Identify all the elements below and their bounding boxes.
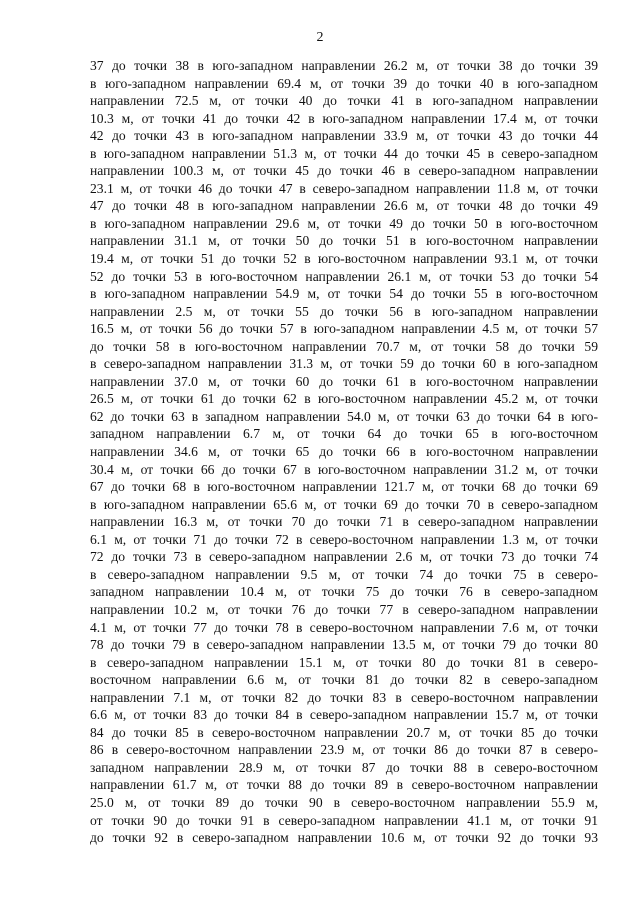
text-line: 52 до точки 53 в юго-восточном направлении 26.1 м, от точки 53 до точки 54 (90, 268, 598, 284)
text-line: 4.1 м, от точки 77 до точки 78 в северо-восточном направлении 7.6 м, от точки (90, 619, 598, 635)
text-line: западном направлении 28.9 м, от точки 87 до точки 88 в северо-восточном (90, 759, 598, 775)
text-line: 19.4 м, от точки 51 до точки 52 в юго-восточном направлении 93.1 м, от точки (90, 251, 598, 267)
text-line: 10.3 м, от точки 41 до точки 42 в юго-западном направлении 17.4 м, от точки (90, 110, 598, 126)
text-line: направлении 37.0 м, от точки 60 до точки 61 в юго-восточном направлении (90, 373, 598, 389)
text-line: 30.4 м, от точки 66 до точки 67 в юго-восточном направлении 31.2 м, от точки (90, 461, 598, 477)
text-line: направлении 100.3 м, от точки 45 до точки 46 в северо-западном направлении (90, 163, 598, 179)
text-line: до точки 92 в северо-западном направлении 10.6 м, от точки 92 до точки 93 (90, 830, 598, 846)
text-line: 78 до точки 79 в северо-западном направлении 13.5 м, от точки 79 до точки 80 (90, 637, 598, 653)
text-line: направлении 31.1 м, от точки 50 до точки 51 в юго-восточном направлении (90, 233, 598, 249)
text-line: в северо-западном направлении 15.1 м, от точки 80 до точки 81 в северо- (90, 654, 598, 670)
text-line: восточном направлении 6.6 м, от точки 81 до точки 82 в северо-западном (90, 672, 598, 688)
text-line: 86 в северо-восточном направлении 23.9 м, от точки 86 до точки 87 в северо- (90, 742, 598, 758)
text-line: 42 до точки 43 в юго-западном направлении 33.9 м, от точки 43 до точки 44 (90, 128, 598, 144)
text-line: 23.1 м, от точки 46 до точки 47 в северо-западном направлении 11.8 м, от точки (90, 180, 598, 196)
text-line: 6.1 м, от точки 71 до точки 72 в северо-восточном направлении 1.3 м, от точки (90, 531, 598, 547)
text-line: в юго-западном направлении 65.6 м, от точки 69 до точки 70 в северо-западном (90, 496, 598, 512)
text-line: до точки 58 в юго-восточном направлении 70.7 м, от точки 58 до точки 59 (90, 338, 598, 354)
text-line: 84 до точки 85 в северо-восточном направлении 20.7 м, от точки 85 до точки (90, 724, 598, 740)
text-line: в юго-западном направлении 69.4 м, от точки 39 до точки 40 в юго-западном (90, 75, 598, 91)
text-line: направлении 72.5 м, от точки 40 до точки 41 в юго-западном направлении (90, 93, 598, 109)
text-line: 67 до точки 68 в юго-восточном направлении 121.7 м, от точки 68 до точки 69 (90, 479, 598, 495)
text-line: в юго-западном направлении 29.6 м, от точки 49 до точки 50 в юго-восточном (90, 215, 598, 231)
text-line: западном направлении 6.7 м, от точки 64 до точки 65 в юго-восточном (90, 426, 598, 442)
text-line: 37 до точки 38 в юго-западном направлении 26.2 м, от точки 38 до точки 39 (90, 58, 598, 73)
text-line: 6.6 м, от точки 83 до точки 84 в северо-западном направлении 15.7 м, от точки (90, 707, 598, 723)
text-line: направлении 7.1 м, от точки 82 до точки 83 в северо-восточном направлении (90, 689, 598, 705)
text-line: 72 до точки 73 в северо-западном направлении 2.6 м, от точки 73 до точки 74 (90, 549, 598, 565)
text-line: направлении 16.3 м, от точки 70 до точки 71 в северо-западном направлении (90, 514, 598, 530)
document-body (90, 57, 598, 847)
page-number: 2 (316, 30, 324, 45)
text-line: 25.0 м, от точки 89 до точки 90 в северо-восточном направлении 55.9 м, (90, 794, 598, 810)
text-line: в юго-западном направлении 51.3 м, от точки 44 до точки 45 в северо-западном (90, 145, 598, 161)
text-line: 62 до точки 63 в западном направлении 54.0 м, от точки 63 до точки 64 в юго- (90, 408, 598, 424)
text-line: 47 до точки 48 в юго-западном направлении 26.6 м, от точки 48 до точки 49 (90, 198, 598, 214)
text-line: 26.5 м, от точки 61 до точки 62 в юго-восточном направлении 45.2 м, от точки (90, 391, 598, 407)
text-line: направлении 61.7 м, от точки 88 до точки 89 в северо-восточном направлении (90, 777, 598, 793)
text-line: в северо-западном направлении 31.3 м, от точки 59 до точки 60 в юго-западном (90, 356, 598, 372)
text-line: направлении 34.6 м, от точки 65 до точки 66 в юго-восточном направлении (90, 444, 598, 460)
text-line: направлении 10.2 м, от точки 76 до точки 77 в северо-западном направлении (90, 601, 598, 617)
text-line: в юго-западном направлении 54.9 м, от точки 54 до точки 55 в юго-восточном (90, 286, 598, 302)
text-line: западном направлении 10.4 м, от точки 75 до точки 76 в северо-западном (90, 584, 598, 600)
text-line: направлении 2.5 м, от точки 55 до точки 56 в юго-западном направлении (90, 303, 598, 319)
text-line: 16.5 м, от точки 56 до точки 57 в юго-западном направлении 4.5 м, от точки 57 (90, 321, 598, 337)
text-line: в северо-западном направлении 9.5 м, от точки 74 до точки 75 в северо- (90, 566, 598, 582)
text-line: от точки 90 до точки 91 в северо-западном направлении 41.1 м, от точки 91 (90, 812, 598, 828)
